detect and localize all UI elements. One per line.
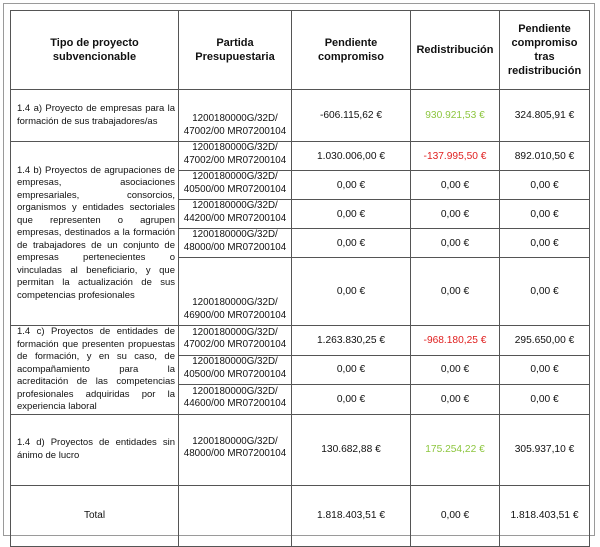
header-row	[11, 11, 590, 90]
header-redistribucion: Redistribución	[411, 11, 500, 90]
pendiente-cell: 130.682,88 €	[292, 414, 411, 485]
total-label: Total	[11, 485, 179, 546]
pendiente-cell: 0,00 €	[292, 229, 411, 258]
redistribucion-cell: -968.180,25 €	[411, 326, 500, 356]
pendiente-cell: 0,00 €	[292, 258, 411, 326]
tipo-cell: 1.4 a) Proyecto de empresas para la formación de sus trabajadores/as	[11, 90, 179, 142]
redistribucion-cell: 0,00 €	[411, 385, 500, 415]
total-row	[11, 485, 590, 546]
partida-cell: 1200180000G/32D/ 48000/00 MR07200104	[179, 229, 292, 258]
redistribucion-cell: -137.995,50 €	[411, 142, 500, 171]
partida-cell: 1200180000G/32D/ 47002/00 MR07200104	[179, 142, 292, 171]
pendiente-cell: 0,00 €	[292, 355, 411, 385]
total-partida-empty	[179, 485, 292, 546]
partida-cell: 1200180000G/32D/ 44200/00 MR07200104	[179, 200, 292, 229]
header-tipo: Tipo de proyecto subvencionable	[11, 11, 179, 90]
tras-cell: 0,00 €	[500, 355, 590, 385]
pendiente-cell: 1.263.830,25 €	[292, 326, 411, 356]
total-tras: 1.818.403,51 €	[500, 485, 590, 546]
pendiente-cell: 0,00 €	[292, 200, 411, 229]
redistribucion-cell: 0,00 €	[411, 229, 500, 258]
partida-cell: 1200180000G/32D/ 44600/00 MR07200104	[179, 385, 292, 415]
pendiente-cell: -606.115,62 €	[292, 90, 411, 142]
budget-table	[10, 10, 590, 547]
table-row	[11, 90, 590, 142]
partida-cell: 1200180000G/32D/ 46900/00 MR07200104	[179, 258, 292, 326]
partida-cell: 1200180000G/32D/ 40500/00 MR07200104	[179, 355, 292, 385]
tras-cell: 305.937,10 €	[500, 414, 590, 485]
partida-cell: 1200180000G/32D/ 48000/00 MR07200104	[179, 414, 292, 485]
partida-cell: 1200180000G/32D/ 47002/00 MR07200104	[179, 90, 292, 142]
header-pendiente: Pendiente compromiso	[292, 11, 411, 90]
redistribucion-cell: 930.921,53 €	[411, 90, 500, 142]
pendiente-cell: 0,00 €	[292, 385, 411, 415]
partida-cell: 1200180000G/32D/ 40500/00 MR07200104	[179, 171, 292, 200]
pendiente-cell: 1.030.006,00 €	[292, 142, 411, 171]
tras-cell: 892.010,50 €	[500, 142, 590, 171]
redistribucion-cell: 0,00 €	[411, 171, 500, 200]
tras-cell: 295.650,00 €	[500, 326, 590, 356]
tras-cell: 324.805,91 €	[500, 90, 590, 142]
table-row	[11, 414, 590, 485]
table-row	[11, 142, 590, 171]
header-tras: Pendiente compromiso tras redistribución	[500, 11, 590, 90]
total-pendiente: 1.818.403,51 €	[292, 485, 411, 546]
tras-cell: 0,00 €	[500, 171, 590, 200]
redistribucion-cell: 0,00 €	[411, 200, 500, 229]
tras-cell: 0,00 €	[500, 200, 590, 229]
table-row	[11, 326, 590, 356]
header-partida: Partida Presupuestaria	[179, 11, 292, 90]
tipo-cell: 1.4 b) Proyectos de agrupaciones de empresas, asociaciones empresariales, consorcios, organismos y entidades sectoriales que representen o agrupen empresas, destinados a la formación de trabajadores de un conjunto de empresas pertenecientes o vinculadas al beneficiario, y que permitan la actualización de sus competencias profesionales	[11, 142, 179, 326]
redistribucion-cell: 0,00 €	[411, 355, 500, 385]
pendiente-cell: 0,00 €	[292, 171, 411, 200]
tras-cell: 0,00 €	[500, 229, 590, 258]
tras-cell: 0,00 €	[500, 258, 590, 326]
redistribucion-cell: 175.254,22 €	[411, 414, 500, 485]
tipo-cell: 1.4 c) Proyectos de entidades de formación que presenten propuestas de formación, y en su caso, de acompañamiento para la acreditación de las competencias profesionales adquiridas por la experiencia laboral	[11, 326, 179, 415]
total-redistribucion: 0,00 €	[411, 485, 500, 546]
tras-cell: 0,00 €	[500, 385, 590, 415]
partida-cell: 1200180000G/32D/ 47002/00 MR07200104	[179, 326, 292, 356]
tipo-cell: 1.4 d) Proyectos de entidades sin ánimo de lucro	[11, 414, 179, 485]
redistribucion-cell: 0,00 €	[411, 258, 500, 326]
